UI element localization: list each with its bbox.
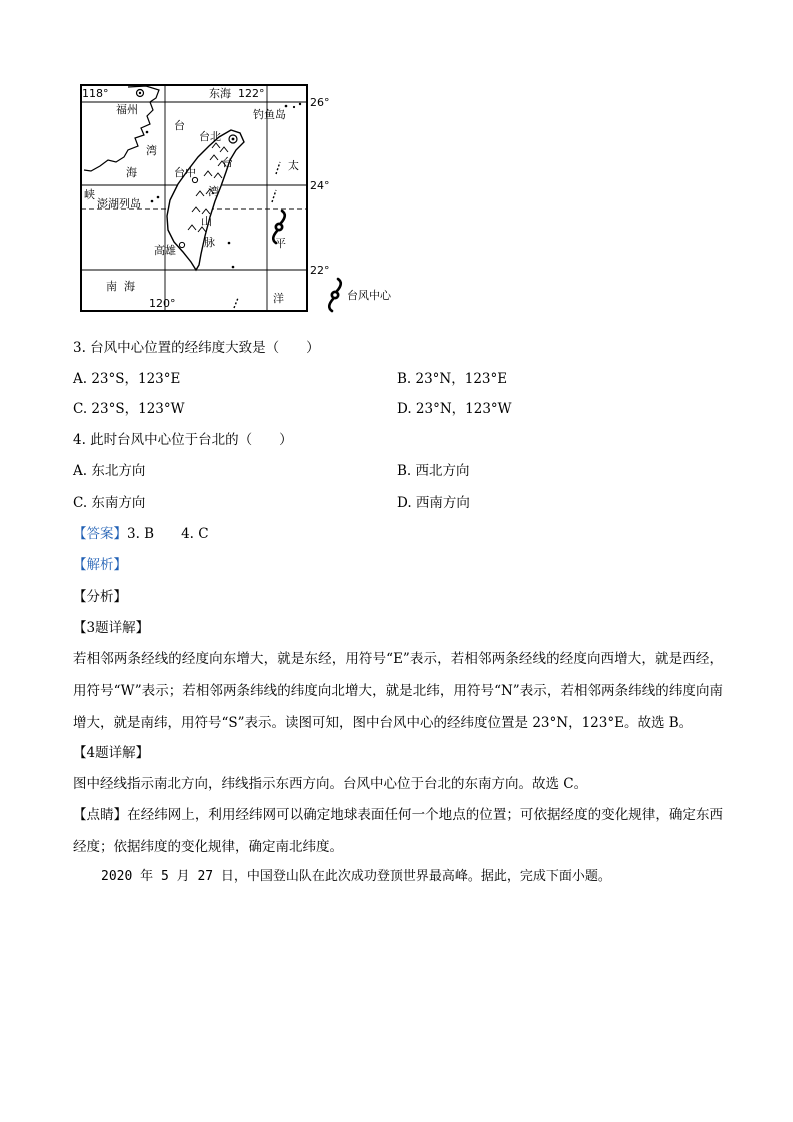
map-label-strait: 峡 [84,188,95,201]
map-label-strait: 台 [174,119,185,132]
q4-detail-label: 【4题详解】 [73,745,150,761]
answer-label: 【答案】 [73,526,127,542]
q3-stem: 3. 台风中心位置的经纬度大致是（ ） [73,340,320,356]
map-label-pacific: 太 [288,159,299,172]
map-label-south-sea: 海 [124,280,135,293]
lon-label-122: 122° [238,87,265,100]
q4-option-d: D. 西南方向 [397,495,470,511]
fenxi-label: 【分析】 [73,589,127,605]
fuzhou-capital-dot [139,92,141,94]
map-label-diaoyu: 钓鱼岛 [253,108,286,121]
q3-option-b: B. 23°N，123°E [397,371,508,387]
dianjing-text: 在经纬网上，利用经纬网可以确定地球表面任何一个地点的位置；可依据经度的变化规律，确定东西经度；依据纬度的变化规律，确定南北纬度。 [73,807,724,855]
map-label-east-sea: 东海 [209,87,231,100]
taipei-city-dot [232,138,235,141]
map-label-mountain: 湾 [208,185,219,198]
map-label-strait: 海 [126,166,137,179]
lat-label-22: 22° [310,264,330,277]
answer-text: 3. B 4. C [127,526,209,542]
map-legend-label: 台风中心 [347,289,391,302]
q4-option-b: B. 西北方向 [397,463,470,479]
diaoyu-islet [299,103,301,105]
lon-label-118: 118° [82,87,109,100]
q3-detail-label: 【3题详解】 [73,620,150,636]
lanyu-islet [228,242,231,245]
penghu-islet [157,196,160,199]
map-label-fuzhou: 福州 [116,103,138,116]
q3-option-d: D. 23°N，123°W [397,401,512,417]
lat-label-26: 26° [310,96,330,109]
q4-detail-text: 图中经线指示南北方向，纬线指示东西方向。台风中心位于台北的东南方向。故选 C。 [73,776,588,792]
map-label-mountain: 脉 [204,236,215,249]
diaoyu-islet [285,105,288,108]
map-label-pacific: 洋 [273,292,284,305]
dianjing-paragraph [73,799,723,863]
coastal-islet [146,131,149,134]
q3-option-a: A. 23°S，123°E [73,371,181,387]
gaoxiong-city-symbol [179,242,184,247]
q4-stem: 4. 此时台风中心位于台北的（ ） [73,432,293,448]
next-question-intro: 2020 年 5 月 27 日，中国登山队在此次成功登顶世界最高峰。据此，完成下面小题。 [101,869,611,884]
map-label-gaoxiong: 高雄 [154,244,176,257]
q3-detail-text: 若相邻两条经线的经度向东增大，就是东经，用符号“E”表示，若相邻两条经线的经度向西增大，就是西经，用符号“W”表示；若相邻两条纬线的纬度向北增大，就是北纬，用符号“N”表示，若相邻两条纬线的纬度向南增大，就是南纬，用符号“S”表示。读图可知，图中台风中心的经纬度位置是 23°N，123°E。故选 B。 [73,651,723,731]
map-label-mountain: 台 [222,156,233,169]
lat-label-24: 24° [310,179,330,192]
map-label-pacific: 平 [275,237,286,250]
dianjing-label: 【点睛】 [73,807,128,823]
q4-option-a: A. 东北方向 [73,463,146,479]
analysis-label: 【解析】 [73,557,127,573]
islet [232,266,235,269]
q3-option-c: C. 23°S，123°W [73,401,185,417]
map-label-taipei: 台北 [199,130,221,143]
answer-line [73,524,209,544]
map-label-strait: 湾 [146,144,157,157]
diaoyu-islet [293,106,295,108]
map-label-mountain: 山 [201,215,212,228]
lon-label-120: 120° [149,297,176,310]
penghu-islet [151,200,154,203]
map-label-taizhong: 台中 [174,166,196,179]
map-label-penghu: 澎湖列岛 [97,197,141,210]
q4-option-c: C. 东南方向 [73,495,146,511]
map-label-south-sea: 南 [106,280,117,293]
typhoon-legend-icon [329,279,341,311]
taiwan-typhoon-map [70,76,410,316]
